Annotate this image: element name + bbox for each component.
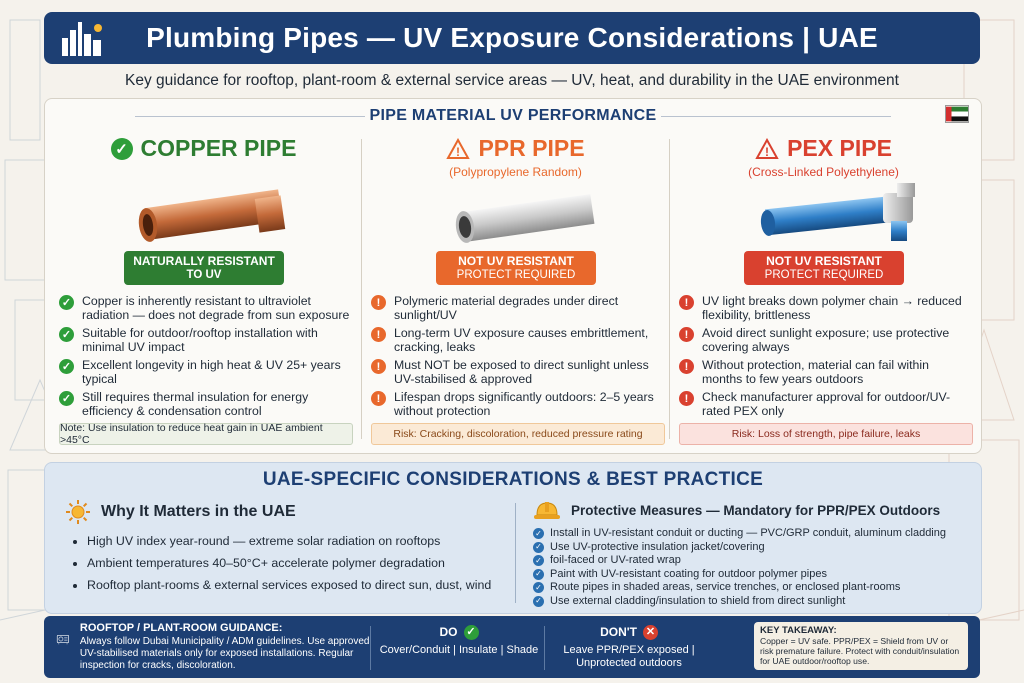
pex-resistance-badge <box>744 251 904 285</box>
header-banner <box>44 12 980 64</box>
copper-resistance-badge <box>124 251 284 285</box>
check-icon: ✓ <box>533 555 544 566</box>
pex-risk-note: Risk: Loss of strength, pipe failure, leaks <box>679 423 973 445</box>
uae-flag-icon <box>945 105 969 123</box>
why-heading <box>65 499 505 525</box>
list-item: ✓ Route pipes in shaded areas, service trenches, or enclosed plant-rooms <box>533 581 973 595</box>
copper-pipe-image <box>51 181 356 251</box>
list-item: ✓ foil-faced or UV-rated wrap <box>533 554 973 568</box>
check-icon: ✓ <box>533 582 544 593</box>
footer-divider <box>370 626 371 670</box>
do-block <box>374 624 544 657</box>
why-it-matters <box>65 499 505 599</box>
list-item: ✓ Suitable for outdoor/rooftop installation with minimal UV impact <box>59 326 351 354</box>
check-icon: ✓ <box>533 528 544 539</box>
dont-block <box>544 624 714 670</box>
rooftop-guidance <box>56 622 376 672</box>
copper-title: COPPER PIPE <box>140 135 297 161</box>
protect-points <box>533 527 973 608</box>
footer-bar <box>44 616 980 678</box>
guidance-text: Always follow Dubai Municipality / ADM guidelines. Use approved UV-stabilised materials only for exposed installations. Regular inspection for cracks, discoloration. <box>79 636 370 671</box>
city-skyline-icon <box>58 18 108 58</box>
ppr-badge-line2: PROTECT REQUIRED <box>456 269 576 281</box>
why-points <box>65 533 505 593</box>
pex-title: PEX PIPE <box>787 135 892 161</box>
hard-hat-icon <box>533 499 561 521</box>
check-icon: ✓ <box>59 327 74 342</box>
material-panel <box>44 98 982 454</box>
do-text: Cover/Conduit | Insulate | Shade <box>379 644 539 656</box>
column-divider <box>669 139 670 439</box>
pex-badge-line2: PROTECT REQUIRED <box>764 269 884 281</box>
page-title: Plumbing Pipes — UV Exposure Considerations | UAE <box>146 22 878 53</box>
pex-pipe-image <box>671 181 976 251</box>
check-icon: ✓ <box>59 391 74 406</box>
copper-points <box>59 294 351 422</box>
uae-section-title: UAE-SPECIFIC CONSIDERATIONS & BEST PRACTICE <box>262 469 764 490</box>
check-icon: ✓ <box>533 569 544 580</box>
protect-title: Protective Measures — Mandatory for PPR/PEX Outdoors <box>571 502 941 518</box>
list-item: ! Lifespan drops significantly outdoors: 2–5 years without protection <box>371 390 663 418</box>
list-item: ! Check manufacturer approval for outdoor/UV-rated PEX only <box>679 390 971 418</box>
copper-badge-line1: NATURALLY RESISTANT <box>133 254 275 268</box>
check-icon: ✓ <box>59 359 74 374</box>
pex-subtitle: (Cross-Linked Polyethylene) <box>748 165 899 179</box>
pex-badge-line1: NOT UV RESISTANT <box>766 254 882 268</box>
exclamation-icon: ! <box>679 327 694 342</box>
do-label: DO <box>439 624 458 639</box>
pex-column <box>671 129 976 447</box>
guidance-title: ROOFTOP / PLANT-ROOM GUIDANCE: <box>79 622 283 634</box>
svg-text:!: ! <box>456 144 461 159</box>
list-item: ✓ Paint with UV-resistant coating for outdoor polymer pipes <box>533 568 973 582</box>
dont-label: DON'T <box>600 624 637 639</box>
why-title: Why It Matters in the UAE <box>101 503 296 520</box>
ppr-risk-note: Risk: Cracking, discoloration, reduced pressure rating <box>371 423 665 445</box>
list-item: ! Without protection, material can fail within months to few years outdoors <box>679 358 971 386</box>
exclamation-icon: ! <box>371 295 386 310</box>
x-circle-icon: ✕ <box>643 625 658 640</box>
takeaway-text: Copper = UV safe. PPR/PEX = Shield from UV or risk premature failure. Protect with conduit/insulation for UAE outdoor/rooftop use. <box>760 636 960 666</box>
ppr-subtitle: (Polypropylene Random) <box>449 165 582 179</box>
exclamation-icon: ! <box>371 391 386 406</box>
list-item: ✓ Use external cladding/insulation to shield from direct sunlight <box>533 595 973 609</box>
list-item: • Ambient temperatures 40–50°C+ accelerate polymer degradation <box>87 555 505 571</box>
check-icon: ✓ <box>59 295 74 310</box>
check-icon: ✓ <box>533 542 544 553</box>
page-subtitle: Key guidance for rooftop, plant-room & external service areas — UV, heat, and durability in the UAE environment <box>125 72 899 89</box>
dont-text: Leave PPR/PEX exposed | Unprotected outdoors <box>563 644 695 669</box>
ppr-points <box>371 294 663 422</box>
protective-measures <box>533 499 973 608</box>
svg-text:!: ! <box>765 144 770 159</box>
list-item: ✓ Install in UV-resistant conduit or ducting — PVC/GRP conduit, aluminum cladding <box>533 527 973 541</box>
ppr-resistance-badge <box>436 251 596 285</box>
pex-points <box>679 294 971 422</box>
material-section-title: PIPE MATERIAL UV PERFORMANCE <box>45 107 981 125</box>
copper-note: Note: Use insulation to reduce heat gain in UAE ambient >45°C <box>59 423 353 445</box>
list-item: ! Polymeric material degrades under direct sunlight/UV <box>371 294 663 322</box>
do-heading <box>374 624 544 640</box>
ppr-column <box>363 129 668 447</box>
exclamation-icon: ! <box>371 327 386 342</box>
list-item: ! Must NOT be exposed to direct sunlight unless UV-stabilised & approved <box>371 358 663 386</box>
exclamation-icon: ! <box>679 359 694 374</box>
ppr-title: PPR PIPE <box>478 135 585 161</box>
list-item: ! Avoid direct sunlight exposure; use protective covering always <box>679 326 971 354</box>
protect-heading <box>533 499 973 521</box>
ppr-badge-line1: NOT UV RESISTANT <box>458 254 574 268</box>
sun-icon <box>65 499 91 525</box>
takeaway-title: KEY TAKEAWAY: <box>760 625 837 636</box>
list-item: • High UV index year-round — extreme solar radiation on rooftops <box>87 533 505 549</box>
exclamation-icon: ! <box>679 295 694 310</box>
list-item: ✓ Copper is inherently resistant to ultraviolet radiation — does not degrade from sun exposure <box>59 294 351 322</box>
copper-badge-line2: TO UV <box>186 269 222 281</box>
check-circle-icon: ✓ <box>464 625 479 640</box>
list-item: ✓ Excellent longevity in high heat & UV 25+ years typical <box>59 358 351 386</box>
key-takeaway-box <box>754 622 968 670</box>
list-item: ! UV light breaks down polymer chain → reduced flexibility, brittleness <box>679 294 971 322</box>
section-divider <box>515 503 516 603</box>
plant-room-unit-icon <box>56 622 70 656</box>
list-item: ✓ Use UV-protective insulation jacket/covering <box>533 541 973 555</box>
list-item: ✓ Still requires thermal insulation for energy efficiency & condensation control <box>59 390 351 418</box>
column-divider <box>361 139 362 439</box>
ppr-pipe-image <box>363 181 668 251</box>
ppr-title-row <box>363 135 668 162</box>
warning-triangle-icon <box>446 138 470 160</box>
list-item: ! Long-term UV exposure causes embrittlement, cracking, leaks <box>371 326 663 354</box>
check-icon: ✓ <box>533 596 544 607</box>
warning-triangle-icon <box>755 138 779 160</box>
dont-heading <box>544 624 714 640</box>
uae-considerations-panel <box>44 462 982 614</box>
list-item: • Rooftop plant-rooms & external services exposed to direct sun, dust, wind <box>87 577 505 593</box>
copper-column <box>51 129 356 447</box>
pex-title-row <box>671 135 976 162</box>
copper-title-row <box>51 135 356 162</box>
exclamation-icon: ! <box>679 391 694 406</box>
check-circle-icon: ✓ <box>111 138 133 160</box>
exclamation-icon: ! <box>371 359 386 374</box>
